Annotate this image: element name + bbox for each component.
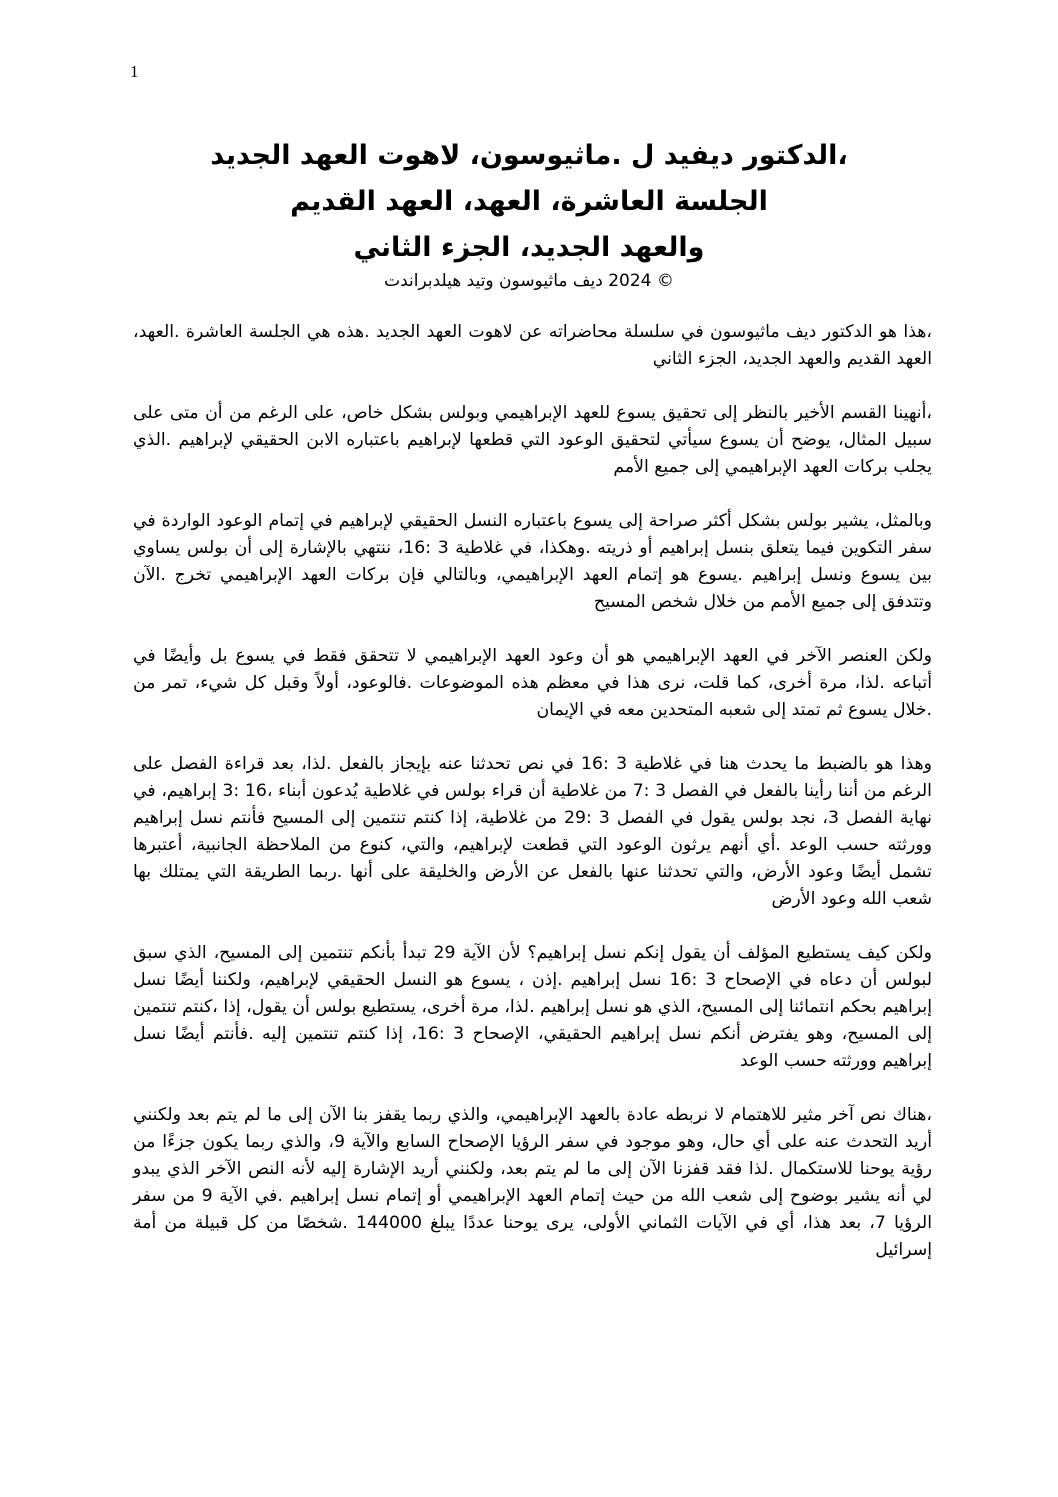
paragraph-1: ،هذا هو الدكتور ديف ماثيوسون في سلسلة محاضراته عن لاهوت العهد الجديد .هذه هي الجلسة العاشرة .العهد، العهد القديم والعهد الجديد، الجزء الثاني: [133, 322, 932, 369]
paragraph-4: ولكن العنصر الآخر في العهد الإبراهيمي هو أن وعود العهد الإبراهيمي لا تتحقق فقط في يسوع بل وأيضًا في أتباعه .لذا، مرة أخرى، كما قلت، نرى هذا في معظم هذه الموضوعات .فالوعود، أولاً وقبل كل شيء، تمر من .خلال يسوع ثم تمتد إلى شعبه المتحدين معه في الإيمان: [133, 646, 932, 720]
document-title-line-2: الجلسة العاشرة، العهد، العهد القديم: [290, 186, 768, 217]
document-title-line-3: والعهد الجديد، الجزء الثاني: [353, 232, 705, 263]
paragraph-7: ،هناك نص آخر مثير للاهتمام لا نربطه عادة بالعهد الإبراهيمي، والذي ربما يقفز بنا الآن إلى ما لم يتم بعد ولكنني أريد التحدث عنه على أي حال، وهو موجود في سفر الرؤيا الإصحاح السابع والآية 9، والذي ربما يكون جزءًا من رؤية يوحنا للاستكمال .لذا فقد قفزنا الآن إلى ما لم يتم بعد، ولكنني أريد الإشارة إليه لأنه النص الآخر الذي يبدو لي أنه يشير بوضوح إلى شعب الله من حيث إتمام العهد الإبراهيمي أو إتمام نسل إبراهيم .في الآية 9 من سفر الرؤيا 7، بعد هذا، أي في الآيات الثماني الأولى، يرى يوحنا عددًا يبلغ 144000 .شخصًا من كل قبيلة من أمة إسرائيل: [133, 1105, 932, 1260]
paragraph-3: وبالمثل، يشير بولس بشكل أكثر صراحة إلى يسوع باعتباره النسل الحقيقي لإبراهيم في إتمام الوعود الواردة في سفر التكوين فيما يتعلق بنسل إبراهيم أو ذريته .وهكذا، في غلاطية 3 :16، ننتهي بالإشارة إلى أن بولس يساوي بين يسوع ونسل إبراهيم .يسوع هو إتمام العهد الإبراهيمي، وبالتالي فإن بركات العهد الإبراهيمي تخرج .الآن وتتدفق إلى جميع الأمم من خلال شخص المسيح: [133, 511, 932, 612]
paragraph-5: وهذا هو بالضبط ما يحدث هنا في غلاطية 3 :16 في نص تحدثنا عنه بإيجاز بالفعل .لذا، بعد قراءة الفصل على الرغم من أننا رأينا بالفعل في الفصل 3 :7 من غلاطية أن قراء بولس في غلاطية يُدعون أبناء ،16 :3 إبراهيم، في نهاية الفصل 3، نجد بولس يقول في الفصل 3 :29 من غلاطية، إذا كنتم تنتمين إلى المسيح فأنتم نسل إبراهيم وورثته حسب الوعد .أي أنهم يرثون الوعود التي قطعت لإبراهيم، والتي، كنوع من الملاحظة الجانبية، أعتبرها تشمل أيضًا وعود الأرض، والتي تحدثنا عنها بالفعل عن الأرض والخليقة على أنها .ربما الطريقة التي يمتلك بها شعب الله وعود الأرض: [133, 754, 932, 909]
document-body: [133, 319, 932, 1291]
paragraph-2: ،أنهينا القسم الأخير بالنظر إلى تحقيق يسوع للعهد الإبراهيمي وبولس بشكل خاص، على الرغم من أن متى على سبيل المثال، يوضح أن يسوع سيأتي لتحقيق الوعود التي قطعها لإبراهيم باعتباره الابن الحقيقي لإبراهيم .الذي يجلب بركات العهد الإبراهيمي إلى جميع الأمم: [133, 403, 932, 477]
document-header: [130, 133, 928, 293]
copyright-notice: © 2024 ديف ماثيوسون وتيد هيلدبراندت: [384, 271, 674, 291]
paragraph-6: ولكن كيف يستطيع المؤلف أن يقول إنكم نسل إبراهيم؟ لأن الآية 29 تبدأ بأنكم تنتمين إلى المسيح، الذي سبق لبولس أن دعاه في الإصحاح 3 :16 نسل إبراهيم .إذن ، يسوع هو النسل الحقيقي لإبراهيم، ولكننا أيضًا نسل إبراهيم بحكم انتمائنا إلى المسيح، الذي هو نسل إبراهيم .لذا، مرة أخرى، يستطيع بولس أن يقول، إذا ،كنتم تنتمين إلى المسيح، وهو يفترض أنكم نسل إبراهيم الحقيقي، الإصحاح 3 :16، إذا كنتم تنتمين إليه .فأنتم أيضًا نسل إبراهيم وورثته حسب الوعد: [133, 943, 932, 1071]
document-title-line-1: ،الدكتور ديفيد ل .ماثيوسون، لاهوت العهد الجديد: [210, 140, 848, 171]
page-number: 1: [130, 62, 139, 81]
